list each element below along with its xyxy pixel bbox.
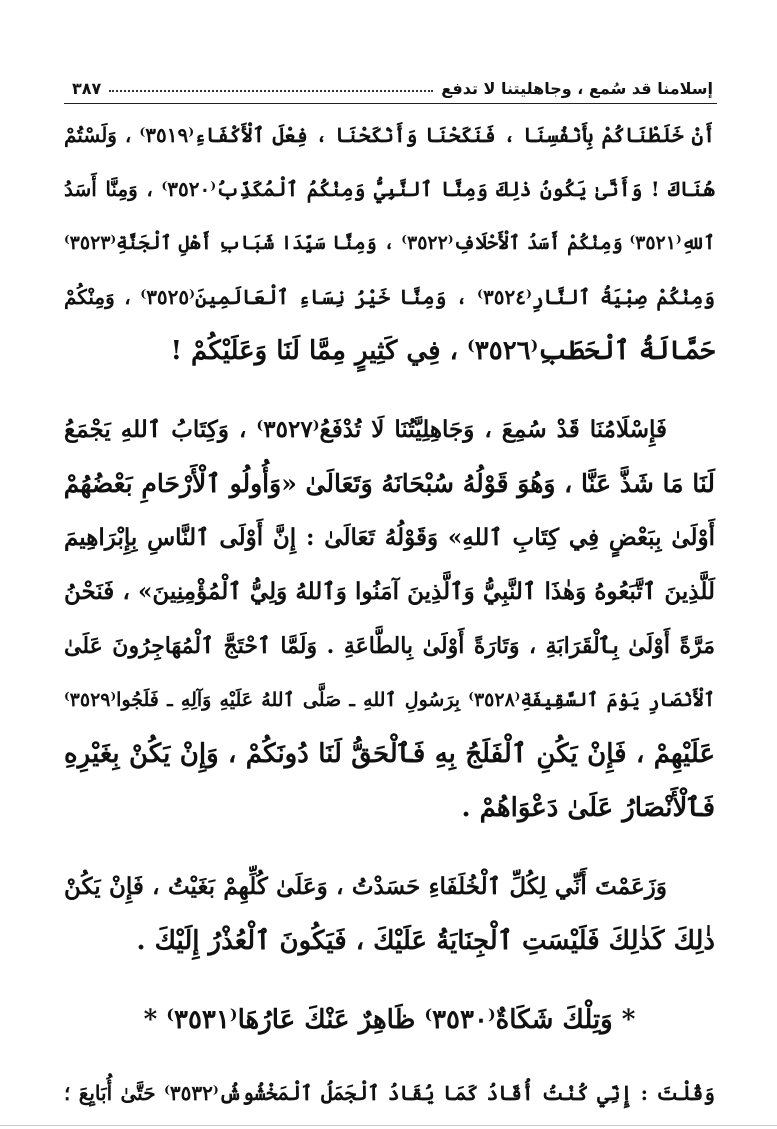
text-line: هُنَاكَ ! وَأَنَّىٰ يَكُونُ ذٰلِكَ وَمِنَّا ٱلنَّبِيُّ وَمِنْكُمُ ٱلْمُكَذِّبُ⁽٣٥٢٠⁾ ، وَمِنَّا أَسَدُ (64, 177, 715, 201)
page-number: ٣٨٧ (72, 79, 102, 98)
text-line: لَلَّذِينَ ٱتَّبَعُوهُ وَهٰذَا ٱلنَّبِيُّ وَٱلَّذِينَ آمَنُوا وَٱللهُ وَلِيُّ ٱلْمُؤْمِنِينَ» ، فَنَحْنُ (64, 578, 715, 605)
text-line: فَٱلْأَنْصَارُ عَلَىٰ دَعْوَاهُمْ . (461, 793, 715, 823)
running-title: إسلامنا قد سُمع ، وجاهليتنا لا تدفع (441, 79, 713, 98)
text-line: عَلَيْهِمْ ، فَإِنْ يَكُنِ ٱلْفَلَجُ بِهِ فَٱلْحَقُّ لَنَا دُونَكُمْ ، وَإِنْ يَكُنْ بِغَيْرِهِ (64, 739, 715, 769)
paragraph-3 (64, 860, 715, 968)
text-line: لَنَا مَا شَذَّ عَنَّا ، وَهُوَ قَوْلُهُ سُبْحَانَهُ وَتَعَالَىٰ «وَأُولُو ٱلْأَرْحَامِ بَعْضُهُمْ (63, 469, 715, 498)
running-header (72, 68, 713, 102)
text-line: وَقُلْتَ : إِنِّي كُنْتُ أُقَادُ كَمَا يُقَادُ ٱلْجَمَلُ ٱلْمَخْشُوشُ⁽٣٥٣٢⁾ حَتَّىٰ أُبَايِعَ ؛ (64, 1081, 715, 1105)
text-line: ذٰلِكَ كَذٰلِكَ فَلَيْسَتِ ٱلْجِنَايَةُ عَلَيْكَ ، فَيَكُونَ ٱلْعُذْرُ إِلَيْكَ . (136, 926, 715, 956)
scan-edge-line (0, 1125, 777, 1126)
text-line: حَمَّالَةُ ٱلْحَطَبِ⁽٣٥٢٦⁾ ، فِي كَثِيرٍ مِمَّا لَنَا وَعَلَيْكُمْ ! (170, 336, 715, 366)
text-line: مَرَّةً أَوْلَىٰ بِٱلْقَرَابَةِ ، وَتَارَةً أَوْلَىٰ بِالطَّاعَةِ . وَلَمَّا ٱحْتَجَّ ٱلْمُهَاجِرُونَ عَلَىٰ (64, 633, 715, 659)
text-line: وَمِنْكُمْ صِبْيَةُ ٱلنَّارِ⁽٣٥٢٤⁾ ، وَمِنَّا خَيْرُ نِسَاءِ ٱلْعَالَمِينَ⁽٣٥٢٥⁾ ، وَمِنْكُمْ (64, 285, 715, 309)
text-line: ٱللهِ⁽٣٥٢١⁾ وَمِنْكُمْ أَسَدُ ٱلْأَحْلَافِ⁽٣٥٢٢⁾ ، وَمِنَّا سَيِّدَا شَبَابِ أَهْلِ ٱلْجَنَّةِ⁽٣٥٢٣⁾ (64, 232, 715, 254)
header-rule (64, 103, 717, 104)
dotted-leader (109, 90, 433, 92)
paragraph-4 (64, 1066, 715, 1120)
body-text (64, 108, 715, 1120)
poetry-verse: * وَتِلْكَ شَكَاةٌ⁽٣٥٣٠⁾ ظَاهِرٌ عَنْكَ عَارُهَا⁽٣٥٣١⁾ * (143, 1005, 636, 1035)
verse-block (64, 993, 715, 1047)
text-line: أَوْلَىٰ بِبَعْضٍ فِي كِتَابِ ٱللهِ» وَقَوْلُهُ تَعَالَىٰ : إِنَّ أَوْلَى ٱلنَّاسِ بِإِبْرَاهِيمَ (64, 524, 715, 551)
text-line: فَإِسْلَامُنَا قَدْ سُمِعَ ، وَجَاهِلِيَّتُنَا لَا تُدْفَعُ⁽٣٥٢٧⁾ ، وَكِتَابُ ٱللهِ يَجْمَعُ (64, 416, 667, 443)
text-line: ٱلْأَنْصَارِ يَوْمَ ٱلسَّقِيفَةِ⁽٣٥٢٨⁾ بِرَسُولِ ٱللهِ ـ صَلَّى ٱللهُ عَلَيْهِ وَآلِهِ ـ فَلَجُوا⁽٣٥٢٩⁾ (64, 689, 716, 711)
text-line: وَزَعَمْتَ أَنِّي لِكُلِّ ٱلْخُلَفَاءِ حَسَدْتُ ، وَعَلَىٰ كُلِّهِمْ بَغَيْتُ ، فَإِنْ يَكُنْ (64, 873, 667, 900)
paragraph-2 (64, 403, 715, 835)
paragraph-1 (64, 108, 715, 378)
text-line: أَنْ خَلَطْنَاكُمْ بِأَنْفُسِنَا ، فَنَكَحْنَا وَأَنْكَحْنَا ، فِعْلَ ٱلْأَكْفَاءِ⁽٣٥١٩⁾ ، وَلَسْتُمْ (64, 123, 715, 147)
